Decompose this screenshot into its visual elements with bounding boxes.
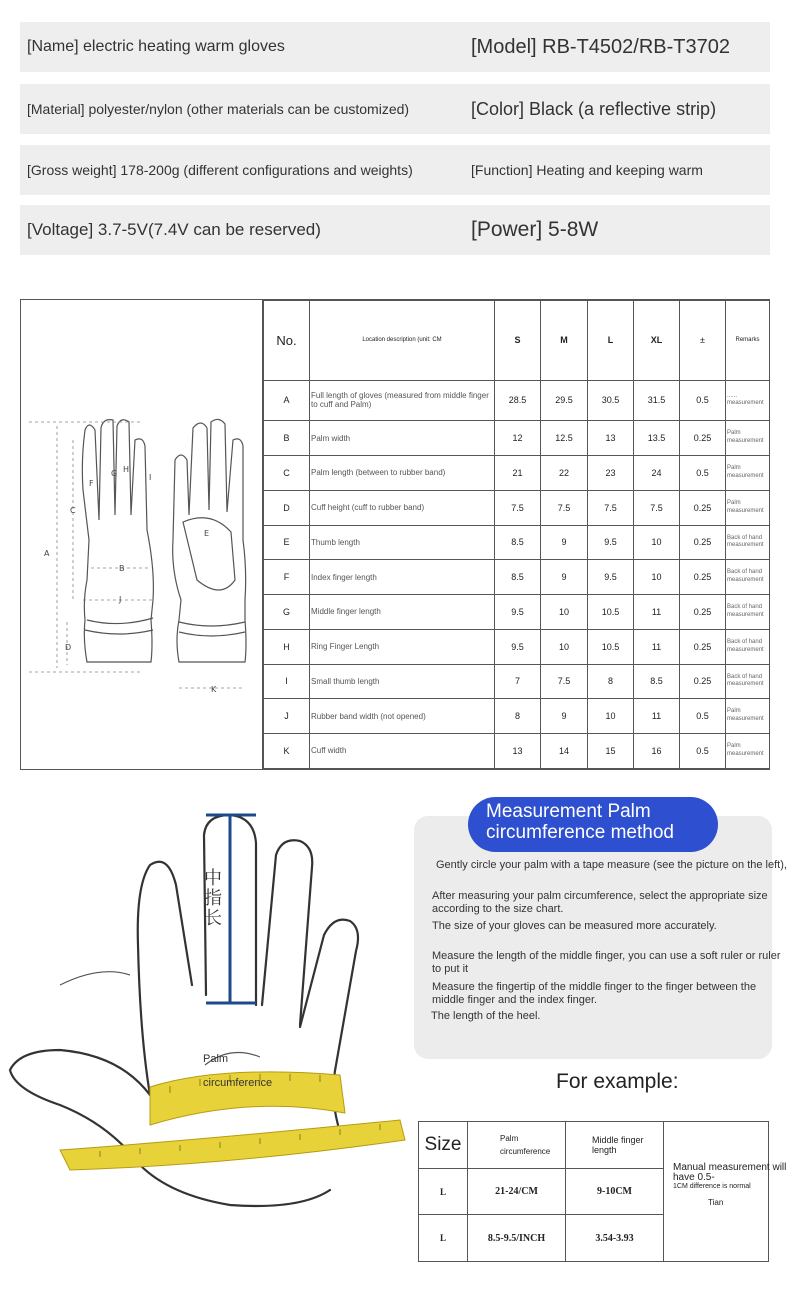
size-cell-l: 9.5 bbox=[588, 525, 634, 560]
size-cell-tol: 0.25 bbox=[680, 525, 726, 560]
glove-diagram-svg bbox=[21, 300, 263, 769]
size-cell-l: 15 bbox=[588, 734, 634, 769]
size-cell-m: 12.5 bbox=[541, 421, 588, 456]
diagram-label-e: E bbox=[204, 529, 210, 538]
spec-material: [Material] polyester/nylon (other materials can be customized) bbox=[27, 101, 410, 117]
diagram-label-i: I bbox=[149, 473, 152, 482]
size-cell-s: 7.5 bbox=[495, 490, 541, 525]
header-no: No. bbox=[264, 301, 310, 381]
size-cell-m: 10 bbox=[541, 595, 588, 630]
size-chart bbox=[20, 299, 770, 770]
ex-row2-size-value: L bbox=[439, 1233, 446, 1243]
spec-row-name bbox=[20, 22, 770, 72]
spec-color: [Color] Black (a reflective strip) bbox=[471, 98, 717, 119]
spec-row-voltage bbox=[20, 205, 770, 255]
size-cell-id: C bbox=[264, 455, 310, 490]
ex-note-line-3: Tian bbox=[708, 1198, 724, 1207]
ex-note-line-1: Manual measurement will have 0.5- bbox=[673, 1162, 787, 1183]
size-cell-tol: 0.25 bbox=[680, 560, 726, 595]
size-cell-id: G bbox=[264, 595, 310, 630]
size-cell-xl: 24 bbox=[634, 455, 680, 490]
circumference-label: circumference bbox=[203, 1077, 273, 1089]
ex-row2-mid-value: 3.54-3.93 bbox=[595, 1232, 634, 1244]
size-cell-desc: Small thumb length bbox=[310, 664, 495, 699]
header-remarks: Remarks bbox=[726, 301, 770, 381]
size-cell-m: 29.5 bbox=[541, 380, 588, 421]
size-cell-l: 10 bbox=[588, 699, 634, 734]
method-text-3: The size of your gloves can be measured more accurately. bbox=[432, 920, 717, 932]
diagram-label-f: F bbox=[89, 479, 94, 488]
size-cell-id: I bbox=[264, 664, 310, 699]
spec-row-material bbox=[20, 84, 770, 134]
example-table bbox=[418, 1121, 787, 1262]
ex-header-size-label: Size bbox=[424, 1134, 462, 1155]
size-cell-rem: Back of hand measurement bbox=[726, 560, 770, 595]
diagram-label-g: G bbox=[111, 469, 118, 478]
size-cell-m: 7.5 bbox=[541, 490, 588, 525]
size-cell-s: 8.5 bbox=[495, 525, 541, 560]
ex-note bbox=[664, 1122, 787, 1261]
glove-diagram bbox=[21, 300, 263, 769]
method-text-6: The length of the heel. bbox=[431, 1010, 541, 1022]
diagram-label-h: H bbox=[123, 465, 130, 474]
size-row bbox=[264, 525, 770, 560]
diagram-label-a: A bbox=[44, 549, 50, 558]
size-cell-xl: 13.5 bbox=[634, 421, 680, 456]
size-cell-xl: 8.5 bbox=[634, 664, 680, 699]
ex-row1-mid-value: 9-10CM bbox=[597, 1186, 632, 1197]
size-cell-id: D bbox=[264, 490, 310, 525]
size-cell-m: 9 bbox=[541, 699, 588, 734]
size-cell-m: 7.5 bbox=[541, 664, 588, 699]
method-text-4: Measure the length of the middle finger, you can use a soft ruler or ruler to put it bbox=[432, 950, 781, 975]
ex-row2-size bbox=[419, 1215, 468, 1261]
size-cell-desc: Palm width bbox=[310, 421, 495, 456]
spec-row-weight bbox=[20, 145, 770, 195]
size-cell-l: 8 bbox=[588, 664, 634, 699]
size-cell-m: 9 bbox=[541, 560, 588, 595]
size-cell-m: 10 bbox=[541, 629, 588, 664]
ex-note-line-2: 1CM difference is normal bbox=[673, 1183, 751, 1190]
size-row bbox=[264, 699, 770, 734]
size-row bbox=[264, 595, 770, 630]
size-cell-xl: 10 bbox=[634, 525, 680, 560]
size-cell-rem: Back of hand measurement bbox=[726, 664, 770, 699]
ex-row1-palm-value: 21-24/CM bbox=[495, 1186, 538, 1197]
method-text-1: Gently circle your palm with a tape measure (see the picture on the left), bbox=[436, 859, 787, 871]
ex-header-palm-label: Palm circumference bbox=[500, 1134, 551, 1156]
diagram-label-j: J bbox=[119, 595, 122, 604]
size-row bbox=[264, 734, 770, 769]
size-cell-desc: Full length of gloves (measured from middle finger to cuff and Palm) bbox=[310, 380, 495, 421]
size-cell-l: 9.5 bbox=[588, 560, 634, 595]
size-cell-desc: Middle finger length bbox=[310, 595, 495, 630]
ex-row1-size-value: L bbox=[439, 1186, 446, 1197]
size-cell-tol: 0.5 bbox=[680, 734, 726, 769]
size-header-row bbox=[264, 301, 770, 381]
size-cell-rem: Back of hand measurement bbox=[726, 595, 770, 630]
example-title: For example: bbox=[556, 1070, 679, 1093]
size-cell-xl: 7.5 bbox=[634, 490, 680, 525]
ex-row1-size bbox=[419, 1169, 468, 1215]
title-line-1: Measurement Palm bbox=[486, 801, 651, 822]
palm-label: Palm bbox=[203, 1053, 229, 1065]
size-cell-id: B bbox=[264, 421, 310, 456]
size-row bbox=[264, 664, 770, 699]
size-cell-l: 10.5 bbox=[588, 629, 634, 664]
method-text-2: After measuring your palm circumference, select the appropriate size according to the size chart. bbox=[432, 890, 768, 915]
size-cell-id: E bbox=[264, 525, 310, 560]
size-cell-xl: 16 bbox=[634, 734, 680, 769]
size-cell-m: 9 bbox=[541, 525, 588, 560]
size-cell-desc: Ring Finger Length bbox=[310, 629, 495, 664]
size-cell-s: 12 bbox=[495, 421, 541, 456]
middle-finger-label: 中指长 bbox=[204, 868, 222, 929]
diagram-label-k: K bbox=[211, 685, 217, 694]
hand-measure-illustration bbox=[0, 795, 410, 1215]
size-cell-xl: 10 bbox=[634, 560, 680, 595]
size-cell-desc: Palm length (between to rubber band) bbox=[310, 455, 495, 490]
size-cell-xl: 11 bbox=[634, 629, 680, 664]
ex-header-palm bbox=[468, 1122, 566, 1169]
size-cell-l: 10.5 bbox=[588, 595, 634, 630]
size-cell-rem: Back of hand measurement bbox=[726, 629, 770, 664]
diagram-label-d: D bbox=[65, 643, 72, 652]
method-text-5: Measure the fingertip of the middle finger to the finger between the middle finger and the index finger. bbox=[432, 981, 757, 1006]
size-cell-tol: 0.25 bbox=[680, 595, 726, 630]
size-cell-xl: 31.5 bbox=[634, 380, 680, 421]
title-line-2: circumference method bbox=[486, 822, 674, 843]
size-cell-s: 13 bbox=[495, 734, 541, 769]
size-row bbox=[264, 629, 770, 664]
size-cell-rem: ...... measurement bbox=[726, 380, 770, 421]
ex-header-size bbox=[419, 1122, 468, 1169]
size-row bbox=[264, 455, 770, 490]
spec-voltage: [Voltage] 3.7-5V(7.4V can be reserved) bbox=[27, 220, 321, 239]
size-cell-id: J bbox=[264, 699, 310, 734]
size-cell-l: 7.5 bbox=[588, 490, 634, 525]
size-cell-l: 13 bbox=[588, 421, 634, 456]
size-cell-m: 22 bbox=[541, 455, 588, 490]
size-grid bbox=[263, 300, 769, 769]
size-cell-tol: 0.25 bbox=[680, 421, 726, 456]
size-cell-tol: 0.25 bbox=[680, 490, 726, 525]
size-cell-s: 8 bbox=[495, 699, 541, 734]
size-cell-xl: 11 bbox=[634, 699, 680, 734]
ex-row2-palm-value: 8.5-9.5/INCH bbox=[487, 1232, 546, 1244]
size-cell-s: 9.5 bbox=[495, 629, 541, 664]
spec-weight: [Gross weight] 178-200g (different configurations and weights) bbox=[27, 162, 413, 178]
spec-power: [Power] 5-8W bbox=[471, 218, 599, 241]
size-cell-tol: 0.5 bbox=[680, 455, 726, 490]
ex-header-mid bbox=[566, 1122, 664, 1169]
spec-model: [Model] RB-T4502/RB-T3702 bbox=[471, 35, 731, 58]
diagram-label-c: C bbox=[70, 506, 76, 515]
size-cell-rem: Palm measurement bbox=[726, 421, 770, 456]
size-cell-id: A bbox=[264, 380, 310, 421]
size-cell-rem: Palm measurement bbox=[726, 490, 770, 525]
size-cell-desc: Rubber band width (not opened) bbox=[310, 699, 495, 734]
header-location: Location description (unit: CM bbox=[310, 301, 495, 381]
header-tolerance: ± bbox=[680, 301, 726, 381]
ex-row2-palm bbox=[468, 1215, 566, 1261]
size-cell-s: 28.5 bbox=[495, 380, 541, 421]
diagram-label-b: B bbox=[119, 564, 125, 573]
size-cell-desc: Index finger length bbox=[310, 560, 495, 595]
size-cell-l: 23 bbox=[588, 455, 634, 490]
size-cell-s: 7 bbox=[495, 664, 541, 699]
size-cell-s: 8.5 bbox=[495, 560, 541, 595]
ex-row2-mid bbox=[566, 1215, 664, 1261]
size-cell-tol: 0.5 bbox=[680, 699, 726, 734]
size-row bbox=[264, 380, 770, 421]
header-xl: XL bbox=[634, 301, 680, 381]
size-cell-s: 21 bbox=[495, 455, 541, 490]
size-cell-desc: Cuff height (cuff to rubber band) bbox=[310, 490, 495, 525]
size-row bbox=[264, 421, 770, 456]
size-cell-l: 30.5 bbox=[588, 380, 634, 421]
size-cell-tol: 0.25 bbox=[680, 664, 726, 699]
size-row bbox=[264, 490, 770, 525]
size-cell-tol: 0.5 bbox=[680, 380, 726, 421]
size-cell-rem: Palm measurement bbox=[726, 455, 770, 490]
size-cell-m: 14 bbox=[541, 734, 588, 769]
header-s: S bbox=[495, 301, 541, 381]
hand-illustration-svg bbox=[0, 795, 410, 1215]
size-cell-s: 9.5 bbox=[495, 595, 541, 630]
size-cell-rem: Back of hand measurement bbox=[726, 525, 770, 560]
ex-header-mid-label: Middle finger length bbox=[592, 1135, 644, 1155]
size-cell-desc: Thumb length bbox=[310, 525, 495, 560]
measurement-method-title bbox=[468, 797, 718, 852]
size-cell-desc: Cuff width bbox=[310, 734, 495, 769]
size-cell-tol: 0.25 bbox=[680, 629, 726, 664]
size-row bbox=[264, 560, 770, 595]
size-cell-id: F bbox=[264, 560, 310, 595]
size-cell-rem: Palm measurement bbox=[726, 734, 770, 769]
ex-row1-palm bbox=[468, 1169, 566, 1215]
header-l: L bbox=[588, 301, 634, 381]
spec-name: [Name] electric heating warm gloves bbox=[27, 38, 285, 55]
size-cell-id: H bbox=[264, 629, 310, 664]
size-cell-xl: 11 bbox=[634, 595, 680, 630]
header-m: M bbox=[541, 301, 588, 381]
size-cell-id: K bbox=[264, 734, 310, 769]
ex-row1-mid bbox=[566, 1169, 664, 1215]
spec-function: [Function] Heating and keeping warm bbox=[471, 162, 703, 178]
size-cell-rem: Palm measurement bbox=[726, 699, 770, 734]
